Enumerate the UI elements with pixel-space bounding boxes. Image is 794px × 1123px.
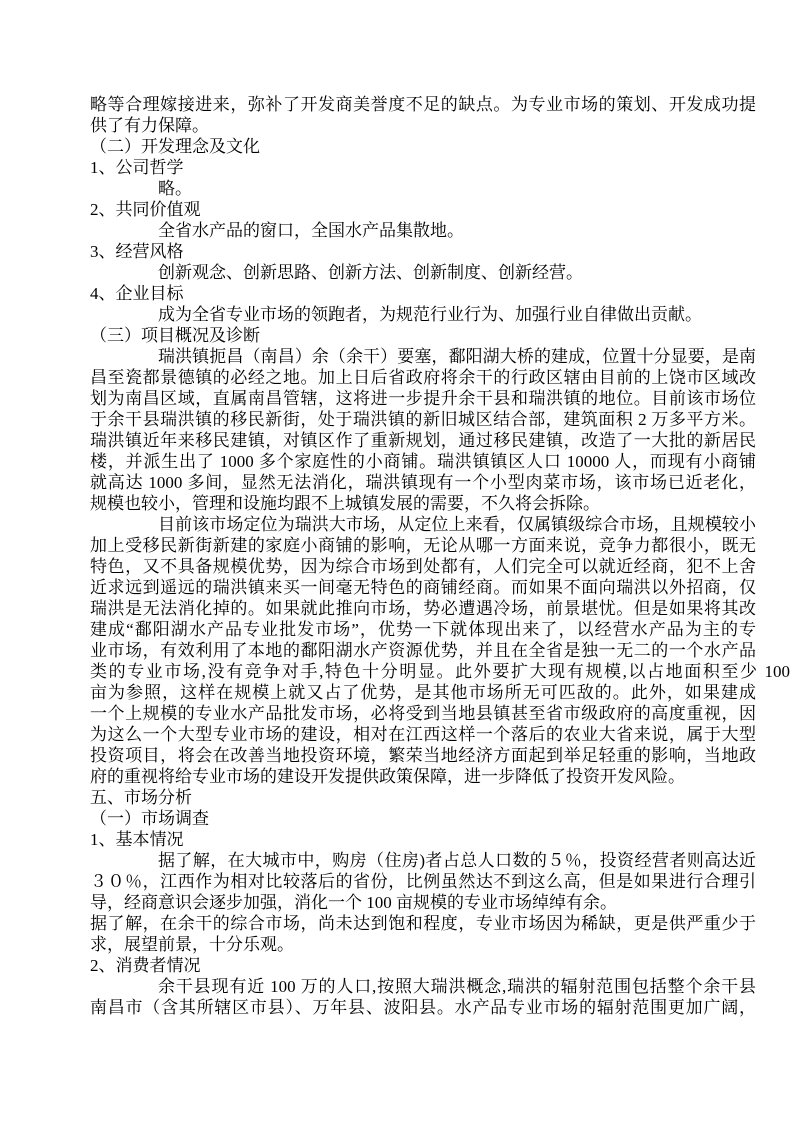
text-line: ３０％，江西作为相对比较落后的省份，比例虽然达不到这么高，但是如果进行合理引 — [90, 872, 756, 891]
text-line: 楼，并派生出了 1000 多个家庭性的小商铺。瑞洪镇镇区人口 10000 人，而现有小商铺 — [90, 452, 756, 471]
text-line: 成为全省专业市场的领跑者，为规范行业行为、加强行业自律做出贡献。 — [158, 305, 702, 324]
text-line: 3、经营风格 — [90, 242, 184, 261]
text-line: 余干县现有近 100 万的人口,按照大瑞洪概念,瑞洪的辐射范围包括整个余干县 — [158, 977, 756, 996]
text-line: 2、共同价值观 — [90, 200, 201, 219]
text-line: 1、基本情况 — [90, 830, 184, 849]
text-line: 府的重视将给专业市场的建设开发提供政策保障，进一步降低了投资开发风险。 — [90, 767, 685, 786]
text-line: 特色，又不具备规模优势，因为综合市场到处都有，人们完全可以就近经商，犯不上舍 — [90, 557, 756, 576]
text-line: 划为南昌区域，直属南昌管辖，这将进一步提升余干县和瑞洪镇的地位。目前该市场位 — [90, 389, 756, 408]
document-body — [90, 94, 790, 1018]
text-line: 类的专业市场,没有竞争对手,特色十分明显。此外要扩大现有规模,以占地面积至少 100 — [90, 662, 790, 681]
text-line: 一个上规模的专业水产品批发市场，必将受到当地县镇甚至省市级政府的高度重视，因 — [90, 704, 756, 723]
text-line: 于余干县瑞洪镇的移民新街，处于瑞洪镇的新旧城区结合部，建筑面积 2 万多平方米。 — [90, 410, 756, 429]
text-line: 4、企业目标 — [90, 284, 184, 303]
text-line: （二）开发理念及文化 — [90, 137, 260, 156]
text-line: 导，经商意识会逐步加强，消化一个 100 亩规模的专业市场绰绰有余。 — [90, 893, 617, 912]
text-line: 创新观念、创新思路、创新方法、创新制度、创新经营。 — [158, 263, 583, 282]
text-line: （三）项目概况及诊断 — [90, 326, 260, 345]
text-line: 瑞洪镇近年来移民建镇，对镇区作了重新规划，通过移民建镇，改造了一大批的新居民 — [90, 431, 756, 450]
text-line: 1、公司哲学 — [90, 158, 184, 177]
text-line: 南昌市（含其所辖区市县）、万年县、波阳县。水产品专业市场的辐射范围更加广阔， — [90, 998, 756, 1017]
text-line: 全省水产品的窗口，全国水产品集散地。 — [158, 221, 464, 240]
text-line: 瑞洪是无法消化掉的。如果就此推向市场，势必遭遇冷场，前景堪忧。但是如果将其改 — [90, 599, 756, 618]
text-line: 投资项目，将会在改善当地投资环境，繁荣当地经济方面起到举足轻重的影响，当地政 — [90, 746, 756, 765]
text-line: 2、消费者情况 — [90, 956, 201, 975]
text-line: 略等合理嫁接进来，弥补了开发商美誉度不足的缺点。为专业市场的策划、开发成功提 — [90, 95, 756, 114]
text-line: 据了解，在余干的综合市场，尚未达到饱和程度，专业市场因为稀缺，更是供严重少于 — [90, 914, 756, 933]
text-line: 就高达 1000 多间，显然无法消化，瑞洪镇现有一个小型肉菜市场，该市场已近老化， — [90, 473, 756, 492]
text-line: 近求远到遥远的瑞洪镇来买一间毫无特色的商铺经商。而如果不面向瑞洪以外招商，仅 — [90, 578, 756, 597]
text-line: 供了有力保障。 — [90, 116, 209, 135]
text-line: 五、市场分析 — [90, 788, 192, 807]
text-line: 亩为参照，这样在规模上就又占了优势，是其他市场所无可匹敌的。此外，如果建成 — [90, 683, 756, 702]
text-line: （一）市场调查 — [90, 809, 209, 828]
text-line: 略。 — [158, 179, 192, 198]
text-line: 规模也较小，管理和设施均跟不上城镇发展的需要，不久将会拆除。 — [90, 494, 600, 513]
text-line: 加上受移民新街新建的家庭小商铺的影响，无论从哪一方面来说，竞争力都很小，既无 — [90, 536, 756, 555]
text-line: 据了解，在大城市中，购房（住房)者占总人口数的５％，投资经营者则高达近 — [158, 851, 756, 870]
text-line: 业市场，有效利用了本地的鄱阳湖水产资源优势，并且在全省是独一无二的一个水产品 — [90, 641, 756, 660]
text-line: 为这么一个大型专业市场的建设，相对在江西这样一个落后的农业大省来说，属于大型 — [90, 725, 756, 744]
text-line: 目前该市场定位为瑞洪大市场，从定位上来看，仅属镇级综合市场，且规模较小 — [158, 515, 756, 534]
text-line: 昌至瓷都景德镇的必经之地。加上日后省政府将余干的行政区辖由目前的上饶市区域改 — [90, 368, 756, 387]
text-line: 建成“鄱阳湖水产品专业批发市场”，优势一下就体现出来了，以经营水产品为主的专 — [90, 620, 756, 639]
text-line: 求，展望前景，十分乐观。 — [90, 935, 294, 954]
text-line: 瑞洪镇扼昌（南昌）余（余干）要塞，鄱阳湖大桥的建成，位置十分显要，是南 — [158, 347, 756, 366]
